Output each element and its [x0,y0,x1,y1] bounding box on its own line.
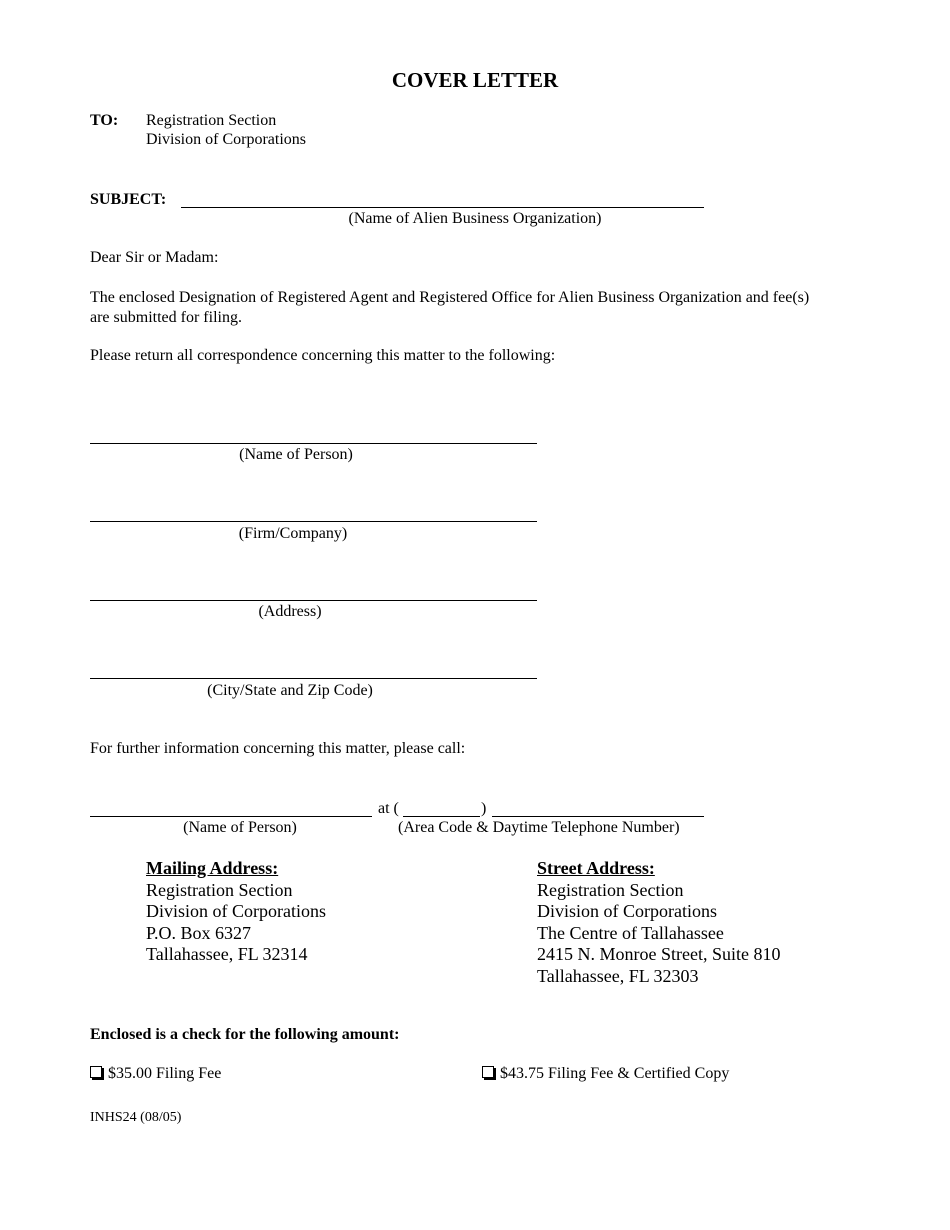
subject-caption: (Name of Alien Business Organization) [348,210,602,227]
call-at-text: at ( [378,800,399,817]
enclosed-heading: Enclosed is a check for the following amount: [90,1026,400,1043]
option-filing-fee-certified[interactable] [482,1065,729,1083]
page-title: COVER LETTER [391,68,559,92]
checkbox-icon[interactable] [90,1066,102,1078]
option-filing-fee[interactable] [90,1065,221,1083]
salutation: Dear Sir or Madam: [90,249,219,266]
to-line-1: Registration Section [146,112,277,129]
mailing-address-line: Tallahassee, FL 32314 [146,944,308,964]
street-address-line: 2415 N. Monroe Street, Suite 810 [537,944,781,964]
mailing-address-line: P.O. Box 6327 [146,922,252,943]
phone-number-line[interactable] [492,816,704,817]
subject-field-line[interactable] [181,207,704,208]
return-instructions: Please return all correspondence concerning this matter to the following: [90,347,556,364]
option-filing-fee-label: $35.00 Filing Fee [108,1065,222,1082]
to-line-2: Division of Corporations [146,131,306,148]
mailing-address-heading: Mailing Address: [146,858,279,878]
further-info-text: For further information concerning this matter, please call: [90,740,466,757]
street-address-line: Division of Corporations [537,901,717,921]
street-address-line: Tallahassee, FL 32303 [537,965,699,986]
street-address-block [537,858,780,987]
return-firm-caption: (Firm/Company) [238,525,348,542]
mailing-address-block [146,858,326,966]
subject-label: SUBJECT: [90,191,167,208]
return-address-caption: (Address) [258,603,322,620]
mailing-address-line: Division of Corporations [146,901,326,921]
street-address-heading: Street Address: [537,858,655,878]
checkbox-icon[interactable] [482,1066,494,1078]
call-name-caption: (Name of Person) [183,819,297,836]
return-name-caption: (Name of Person) [239,446,353,463]
area-code-line[interactable] [403,816,480,817]
return-city-caption: (City/State and Zip Code) [207,682,373,699]
body-line-2: are submitted for filing. [90,309,242,326]
return-address-line[interactable] [90,600,537,601]
street-address-line: Registration Section [537,879,684,900]
street-address-line: The Centre of Tallahassee [537,922,724,943]
option-filing-fee-certified-label: $43.75 Filing Fee & Certified Copy [500,1065,730,1082]
body-line-1: The enclosed Designation of Registered Agent and Registered Office for Alien Business Organization and fee(s) [90,289,810,306]
return-firm-line[interactable] [90,521,537,522]
return-city-line[interactable] [90,678,537,679]
call-name-line[interactable] [90,816,372,817]
call-close-paren: ) [481,800,487,817]
form-id: INHS24 (08/05) [90,1110,182,1125]
mailing-address-line: Registration Section [146,879,293,900]
return-name-line[interactable] [90,443,537,444]
call-phone-caption: (Area Code & Daytime Telephone Number) [398,819,680,836]
to-label: TO: [90,112,119,129]
